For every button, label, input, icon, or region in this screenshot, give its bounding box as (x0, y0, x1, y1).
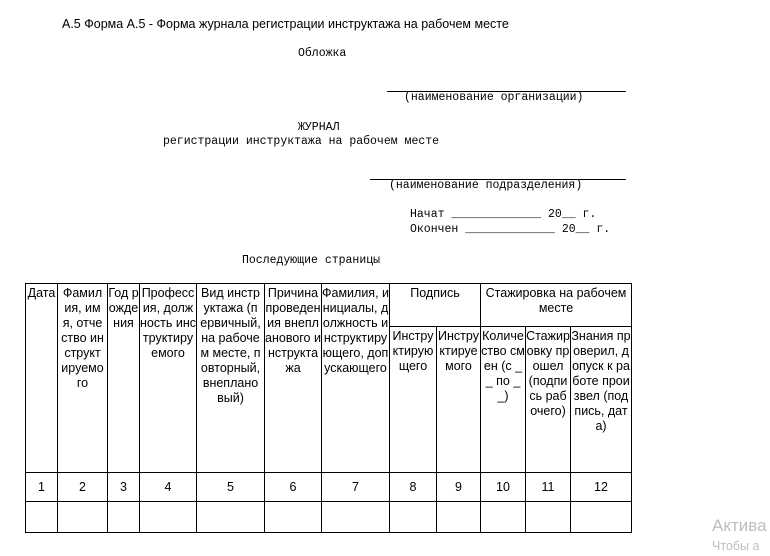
column-numbers-row (26, 473, 632, 502)
empty-cell (108, 502, 140, 533)
subheader-trainee-sign: Инструктируемого (437, 327, 481, 473)
col-number: 6 (265, 473, 322, 502)
subheader-instructor-sign: Инструктирующего (390, 327, 437, 473)
empty-cell (26, 502, 58, 533)
header-birth-year: Год рождения (108, 284, 140, 473)
started-line: Начат _____________ 20__ г. (410, 208, 597, 221)
header-reason: Причина проведения внепланового инструктажа (265, 284, 322, 473)
subheader-shifts: Количество смен (с __ по __) (481, 327, 526, 473)
finished-line: Окончен _____________ 20__ г. (410, 223, 611, 236)
col-number: 10 (481, 473, 526, 502)
journal-subtitle: регистрации инструктажа на рабочем месте (163, 135, 440, 148)
journal-title: ЖУРНАЛ (298, 121, 340, 134)
header-internship: Стажировка на рабочем месте (481, 284, 632, 327)
org-caption: (наименование организации) (404, 91, 584, 104)
empty-cell (481, 502, 526, 533)
dept-caption: (наименование подразделения) (389, 179, 583, 192)
journal-table (25, 283, 632, 533)
header-instruction-type: Вид инструктажа (первичный, на рабочем месте, повторный, внеплановый) (197, 284, 265, 473)
empty-cell (526, 502, 571, 533)
col-number: 8 (390, 473, 437, 502)
cover-label: Обложка (298, 47, 347, 60)
empty-cell (58, 502, 108, 533)
subheader-internship-done: Стажировку прошел (подпись рабочего) (526, 327, 571, 473)
empty-cell (437, 502, 481, 533)
col-number: 2 (58, 473, 108, 502)
empty-cell (322, 502, 390, 533)
header-date: Дата (26, 284, 58, 473)
document-title: А.5 Форма А.5 - Форма журнала регистрации инструктажа на рабочем месте (62, 17, 509, 31)
header-instructor: Фамилия, инициалы, должность инструктирующего, допускающего (322, 284, 390, 473)
col-number: 1 (26, 473, 58, 502)
header-profession: Профессия, должность инструктируемого (140, 284, 197, 473)
col-number: 4 (140, 473, 197, 502)
col-number: 7 (322, 473, 390, 502)
col-number: 3 (108, 473, 140, 502)
activation-watermark-text: Чтобы а (712, 539, 760, 553)
empty-cell (390, 502, 437, 533)
activation-watermark-title: Актива (712, 516, 767, 535)
col-number: 9 (437, 473, 481, 502)
empty-row (26, 502, 632, 533)
empty-cell (140, 502, 197, 533)
empty-cell (197, 502, 265, 533)
subheader-knowledge-checked: Знания проверил, допуск к работе произвел (подпись, дата) (571, 327, 632, 473)
next-pages-label: Последующие страницы (242, 254, 381, 267)
empty-cell (571, 502, 632, 533)
header-signature: Подпись (390, 284, 481, 327)
empty-cell (265, 502, 322, 533)
header-full-name: Фамилия, имя, отчество инструктируемого (58, 284, 108, 473)
col-number: 11 (526, 473, 571, 502)
col-number: 12 (571, 473, 632, 502)
col-number: 5 (197, 473, 265, 502)
